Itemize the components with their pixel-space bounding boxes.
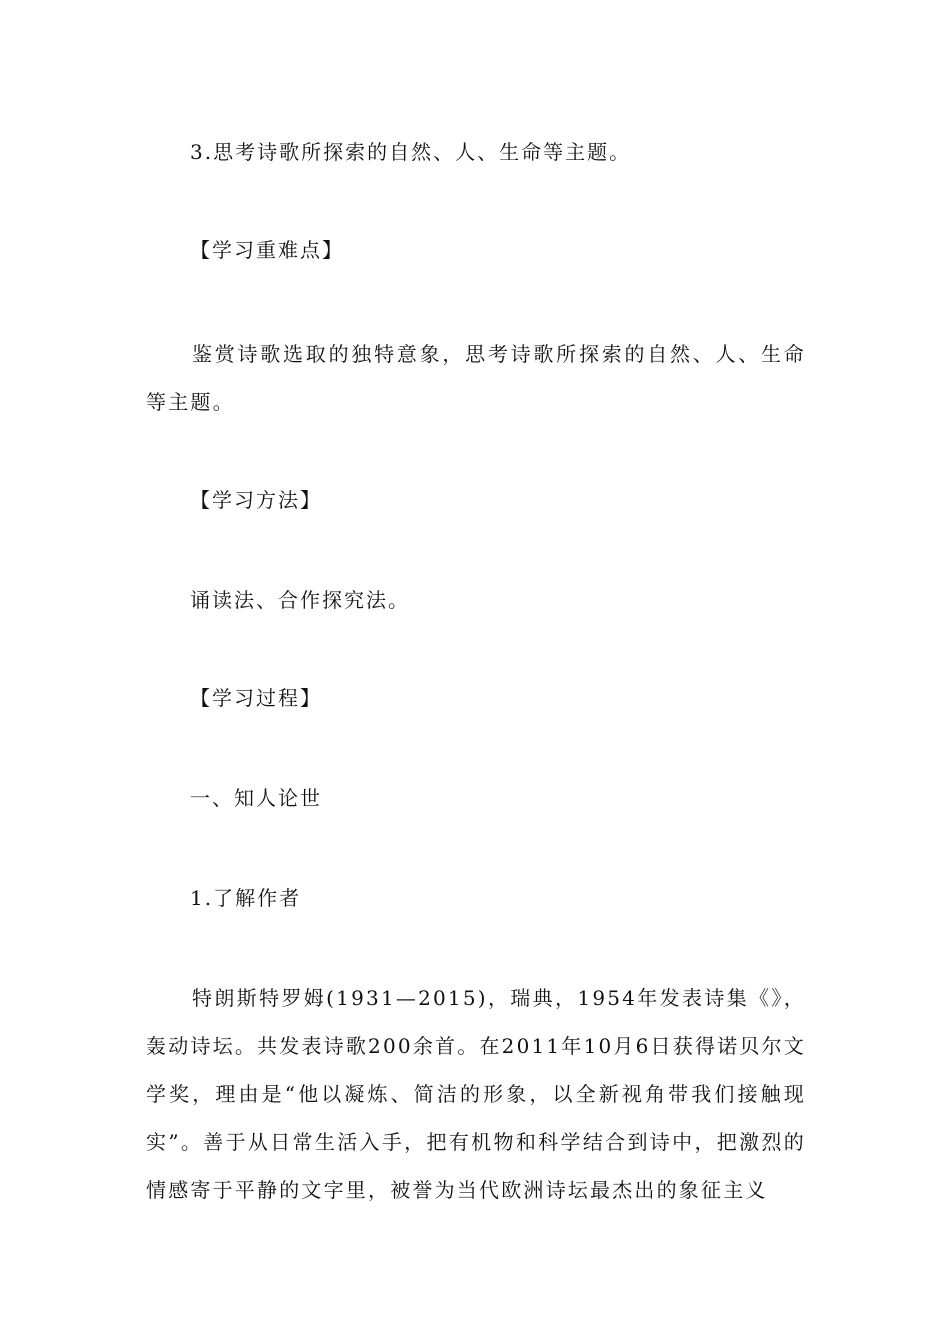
- section-one-heading: 一、知人论世: [190, 786, 322, 810]
- key-points-paragraph: 鉴赏诗歌选取的独特意象，思考诗歌所探索的自然、人、生命等主题。: [146, 342, 806, 414]
- heading-process: 【学习过程】: [190, 686, 322, 710]
- methods-text: 诵读法、合作探究法。: [190, 588, 410, 612]
- author-bio-paragraph: 特朗斯特罗姆(1931—2015)，瑞典，1954年发表诗集《》，轰动诗坛。共发表诗歌200余首。在2011年10月6日获得诺贝尔文学奖，理由是“他以凝炼、简洁的形象，以全新视角带我们接触现实”。善于从日常生活入手，把有机物和科学结合到诗中，把激烈的情感寄于平静的文字里，被誉为当代欧洲诗坛最杰出的象征主义: [146, 986, 806, 1202]
- subsection-1-heading: 1.了解作者: [190, 886, 302, 910]
- heading-key-points: 【学习重难点】: [190, 238, 344, 262]
- heading-methods: 【学习方法】: [190, 488, 322, 512]
- objective-3-line: 3.思考诗歌所探索的自然、人、生命等主题。: [190, 140, 632, 164]
